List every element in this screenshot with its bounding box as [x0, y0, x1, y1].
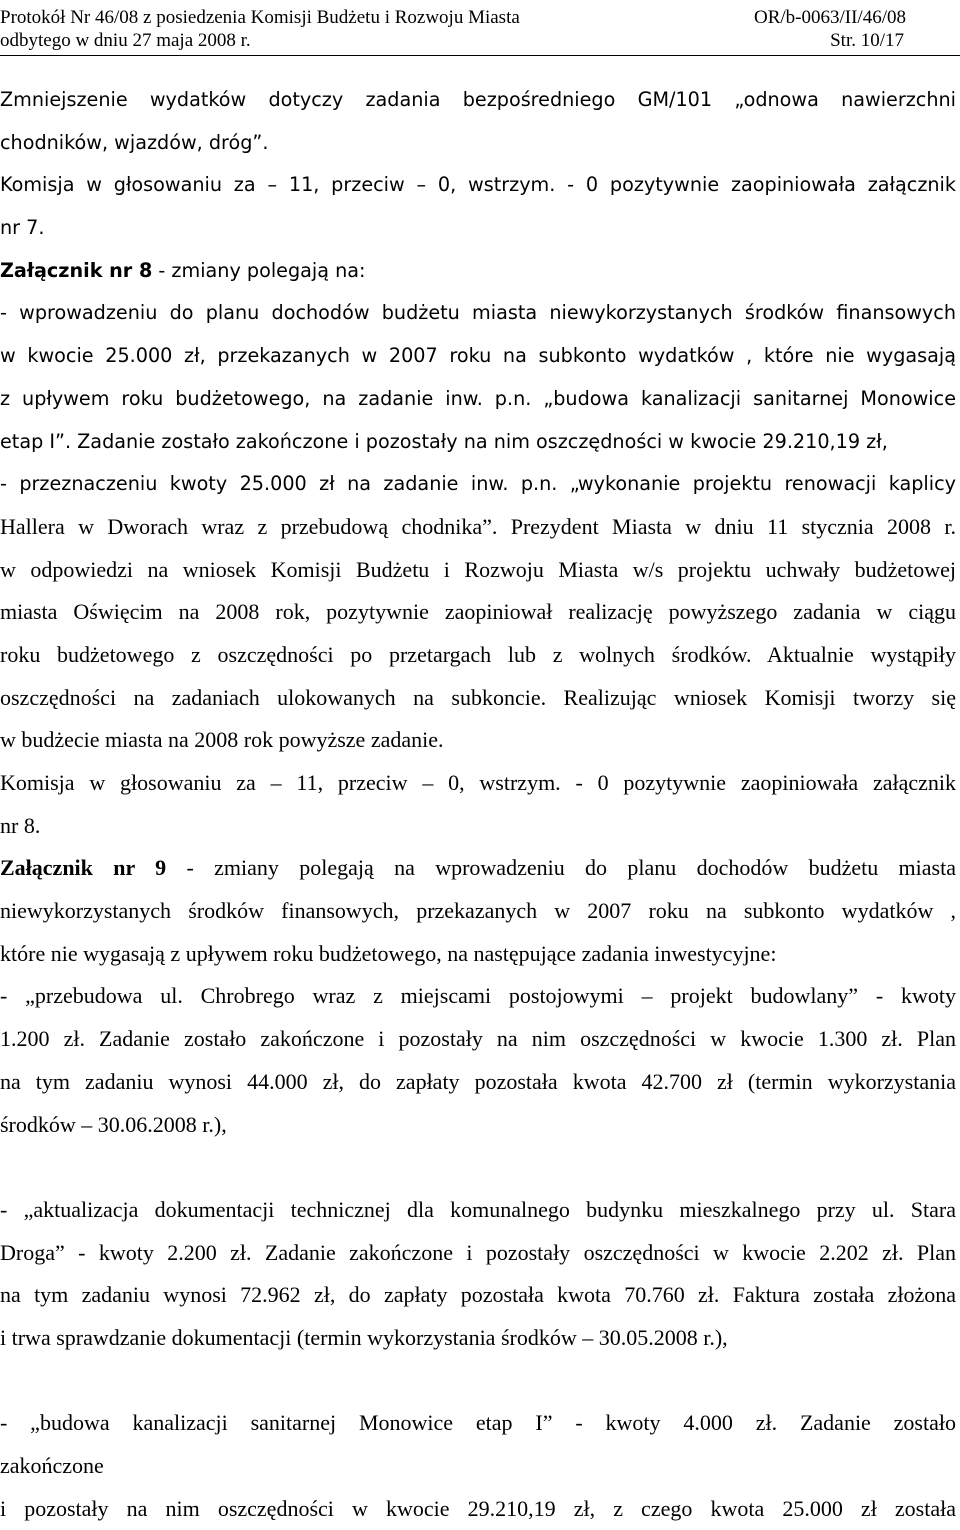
line-text: środków – 30.06.2008 r.), [0, 1111, 227, 1137]
text-line [0, 1360, 956, 1403]
line-text: w kwocie 25.000 zł, przekazanych w 2007 roku na subkonto wydatków , które nie wygasają [0, 344, 956, 368]
line-text: - „aktualizacja dokumentacji technicznej dla komunalnego budynku mieszkalnego przy ul. Stara [0, 1196, 956, 1222]
attachment-heading: Załącznik nr 9 [0, 855, 167, 881]
line-text: - wprowadzeniu do planu dochodów budżetu miasta niewykorzystanych środków finansowych [0, 301, 956, 325]
text-line [0, 1445, 956, 1488]
text-line [0, 1317, 956, 1360]
text-line [0, 292, 956, 335]
line-text: Komisja w głosowaniu za – 11, przeciw – 0, wstrzym. - 0 pozytywnie zaopiniowała załącznik [0, 173, 956, 197]
meeting-date: odbytego w dniu 27 maja 2008 r. [0, 30, 251, 51]
line-text: etap I”. Zadanie zostało zakończone i pozostały na nim oszczędności w kwocie 29.210,19 zł, [0, 429, 888, 453]
line-text: - zmiany polegają na: [152, 258, 366, 282]
line-text: i trwa sprawdzanie dokumentacji (termin wykorzystania środków – 30.05.2008 r.), [0, 1324, 728, 1350]
line-text: w odpowiedzi na wniosek Komisji Budżetu i Rozwoju Miasta w/s projektu uchwały budżetowej [0, 556, 956, 582]
text-line [0, 421, 956, 464]
line-text: Droga” - kwoty 2.200 zł. Zadanie zakończone i pozostały oszczędności w kwocie 2.202 zł. Plan [0, 1239, 956, 1265]
text-line [0, 933, 956, 976]
text-line [0, 335, 956, 378]
text-line [0, 549, 956, 592]
line-text: roku budżetowego z oszczędności po przetargach lub z wolnych środków. Aktualnie wystąpiły [0, 641, 956, 667]
line-text: - zmiany polegają na wprowadzeniu do planu dochodów budżetu miasta [166, 855, 956, 881]
line-text: na tym zadaniu wynosi 72.962 zł, do zapłaty pozostała kwota 70.760 zł. Faktura została złożona [0, 1282, 956, 1308]
attachment-heading: Załącznik nr 8 [0, 258, 153, 282]
line-text: Hallera w Dworach wraz z przebudową chodnika”. Prezydent Miasta w dniu 11 stycznia 2008 r. [0, 513, 956, 539]
text-line [0, 975, 956, 1018]
text-line [0, 1189, 956, 1232]
text-line [0, 463, 956, 506]
text-line [0, 591, 956, 634]
text-line [0, 805, 956, 848]
line-text: - „przebudowa ul. Chrobrego wraz z miejscami postojowymi – projekt budowlany” - kwoty [0, 983, 956, 1009]
text-line [0, 1488, 956, 1530]
line-text: oszczędności na zadaniach ulokowanych na subkoncie. Realizując wniosek Komisji tworzy się [0, 684, 956, 710]
page-number: Str. 10/17 [830, 30, 904, 51]
text-line [0, 122, 956, 165]
line-text: - przeznaczeniu kwoty 25.000 zł na zadanie inw. p.n. „wykonanie projektu renowacji kaplicy [0, 472, 956, 496]
text-line [0, 207, 956, 250]
document-body [0, 79, 956, 1530]
line-text: niewykorzystanych środków finansowych, przekazanych w 2007 roku na subkonto wydatków , [0, 898, 956, 924]
line-text: w budżecie miasta na 2008 rok powyższe zadanie. [0, 727, 444, 753]
text-line [0, 677, 956, 720]
text-line [0, 1146, 956, 1189]
text-line [0, 719, 956, 762]
protocol-title: Protokół Nr 46/08 z posiedzenia Komisji Budżetu i Rozwoju Miasta [0, 7, 520, 28]
text-line [0, 762, 956, 805]
line-text: miasta Oświęcim na 2008 rok, pozytywnie zaopiniował realizację powyższego zadania w ciągu [0, 599, 956, 625]
text-line [0, 1232, 956, 1275]
line-text: i pozostały na nim oszczędności w kwocie 29.210,19 zł, z czego kwota 25.000 zł została [0, 1495, 956, 1521]
text-line [0, 847, 956, 890]
text-line [0, 1018, 956, 1061]
text-line [0, 378, 956, 421]
text-line [0, 1402, 956, 1445]
text-line [0, 164, 956, 207]
line-text: nr 7. [0, 216, 45, 240]
text-line [0, 79, 956, 122]
line-text: które nie wygasają z upływem roku budżetowego, na następujące zadania inwestycyjne: [0, 940, 777, 966]
line-text: - „budowa kanalizacji sanitarnej Monowice etap I” - kwoty 4.000 zł. Zadanie zostało [0, 1410, 956, 1436]
line-text: na tym zadaniu wynosi 44.000 zł, do zapłaty pozostała kwota 42.700 zł (termin wykorzystania [0, 1068, 956, 1094]
page-header [0, 0, 960, 56]
text-line [0, 1104, 956, 1147]
line-text: Komisja w głosowaniu za – 11, przeciw – 0, wstrzym. - 0 pozytywnie zaopiniowała załącznik [0, 770, 956, 795]
line-text: chodników, wjazdów, dróg”. [0, 130, 269, 154]
document-reference: OR/b-0063/II/46/08 [754, 7, 906, 28]
text-line [0, 890, 956, 933]
line-text: Zmniejszenie wydatków dotyczy zadania bezpośredniego GM/101 „odnowa nawierzchni [0, 88, 956, 111]
line-text: zakończone [0, 1453, 104, 1478]
line-text: nr 8. [0, 812, 41, 838]
text-line [0, 250, 956, 293]
text-line [0, 634, 956, 677]
text-line [0, 506, 956, 549]
line-text: z upływem roku budżetowego, na zadanie inw. p.n. „budowa kanalizacji sanitarnej Monowice [0, 386, 956, 410]
text-line [0, 1061, 956, 1104]
text-line [0, 1274, 956, 1317]
line-text: 1.200 zł. Zadanie zostało zakończone i pozostały na nim oszczędności w kwocie 1.300 zł. Plan [0, 1026, 956, 1052]
